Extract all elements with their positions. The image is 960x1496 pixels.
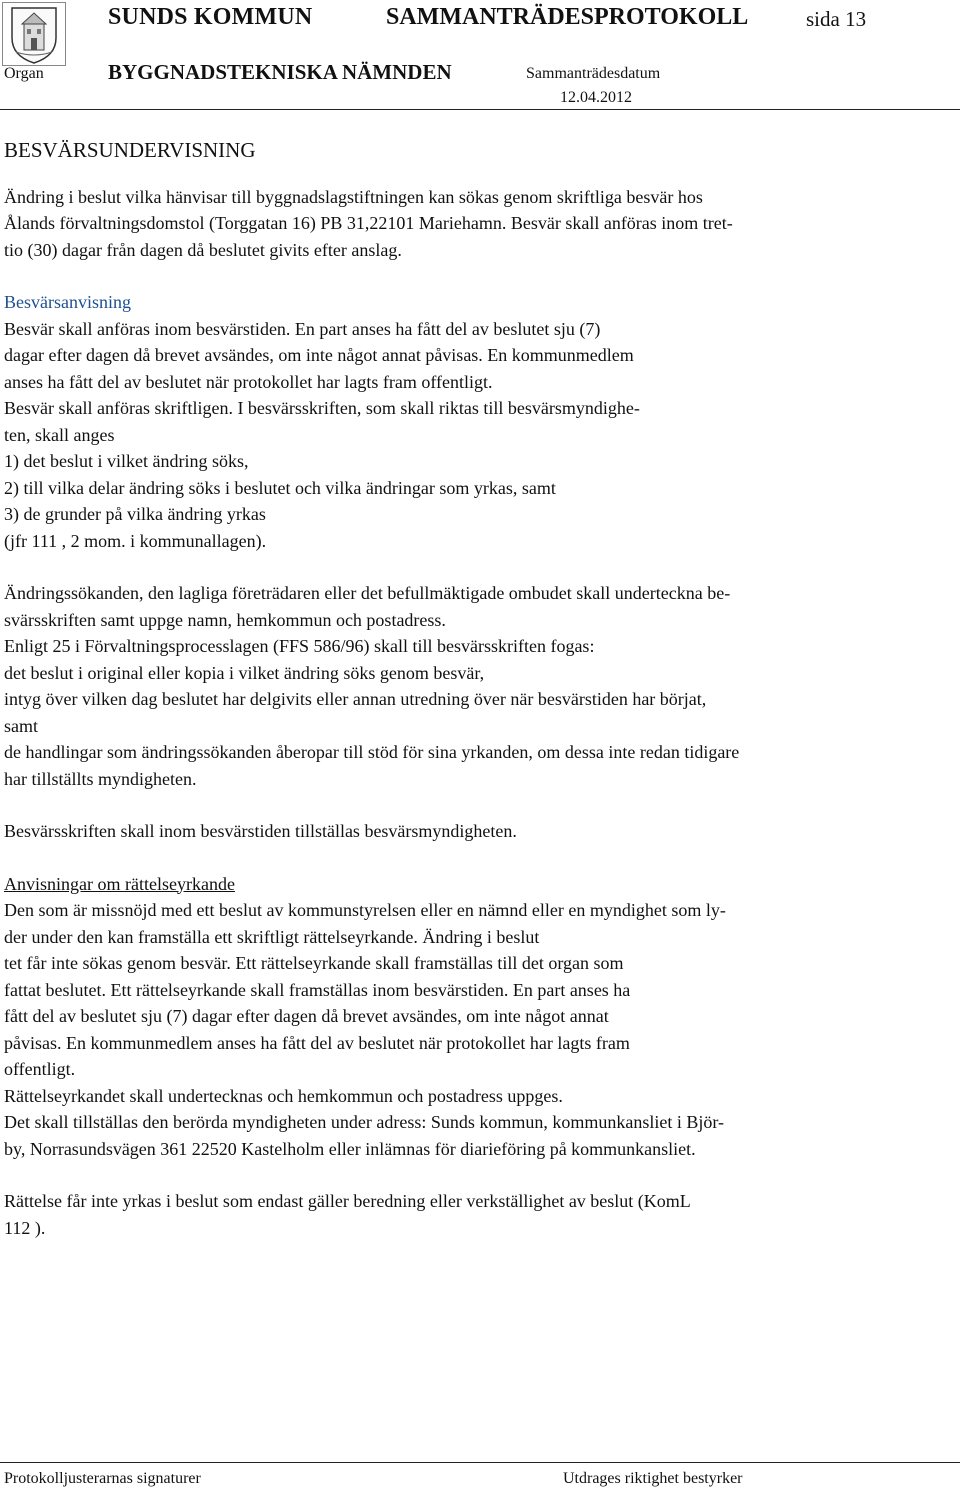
- list-item: 1) det beslut i vilket ändring söks,: [4, 451, 249, 471]
- text-line: Rättelse får inte yrkas i beslut som endast gäller beredning eller verkställighet av beslut (KomL: [4, 1191, 691, 1211]
- text-line: har tillställts myndigheten.: [4, 768, 197, 789]
- text-line: der under den kan framställa ett skriftligt rättelseyrkande. Ändring i beslut: [4, 926, 540, 947]
- text-line: samt: [4, 715, 38, 736]
- text-line: Besvär skall anföras skriftligen. I besvärsskriften, som skall riktas till besvärsmyndighe-: [4, 398, 640, 418]
- text-line: Det skall tillställas den berörda myndigheten under adress: Sunds kommun, kommunkansliet i Björ-: [4, 1112, 725, 1132]
- tillstallas-paragraph: Besvärsskriften skall inom besvärstiden tillställas besvärsmyndigheten.: [4, 821, 517, 841]
- text-line: det beslut i original eller kopia i vilket ändring söks genom besvär,: [4, 662, 485, 683]
- meeting-date-label: Sammanträdesdatum: [526, 65, 661, 82]
- page-number: sida 13: [806, 7, 867, 31]
- text-line: anses ha fått del av beslutet när protokollet har lagts fram offentligt.: [4, 371, 493, 392]
- document-body: [4, 137, 956, 1241]
- text-line: Enligt 25 i Förvaltningsprocesslagen (FFS 586/96) skall till besvärsskriften fogas:: [4, 636, 595, 656]
- final-paragraph: [4, 1188, 956, 1241]
- text-line: påvisas. En kommunmedlem anses ha fått del av beslutet när protokollet har lagts fram: [4, 1032, 630, 1053]
- text-line: Ålands förvaltningsdomstol (Torggatan 16) PB 31,22101 Mariehamn. Besvär skall anföras inom tret-: [4, 213, 733, 233]
- text-line: fått del av beslutet sju (7) dagar efter dagen då brevet avsändes, om inte något annat: [4, 1006, 609, 1026]
- rattelse-heading: Anvisningar om rättelseyrkande: [4, 873, 235, 894]
- text-line: Ändring i beslut vilka hänvisar till byggnadslagstiftningen kan sökas genom skriftliga besvär hos: [4, 186, 703, 207]
- text-line: Rättelseyrkandet skall undertecknas och hemkommun och postadress uppges.: [4, 1085, 563, 1106]
- text-line: 112 ).: [4, 1217, 46, 1238]
- text-line: (jfr 111 , 2 mom. i kommunallagen).: [4, 530, 267, 551]
- text-line: ten, skall anges: [4, 424, 115, 445]
- text-line: offentligt.: [4, 1059, 76, 1079]
- municipality-name: SUNDS KOMMUN: [108, 4, 313, 30]
- text-line: svärsskriften samt uppge namn, hemkommun och postadress.: [4, 609, 446, 630]
- municipal-crest-icon: [2, 2, 66, 66]
- list-item: 2) till vilka delar ändring söks i beslutet och vilka ändringar som yrkas, samt: [4, 477, 556, 498]
- signature-label-left: Protokolljusterarnas signaturer: [4, 1470, 201, 1487]
- signature-label-right: Utdrages riktighet bestyrker: [563, 1470, 743, 1487]
- document-footer: [0, 1452, 960, 1496]
- meeting-date-value: 12.04.2012: [560, 89, 632, 106]
- besvarsanvisning-heading: Besvärsanvisning: [4, 292, 131, 312]
- header-divider: [0, 109, 960, 110]
- text-line: Besvär skall anföras inom besvärstiden. En part anses ha fått del av beslutet sju (7): [4, 318, 601, 339]
- text-line: dagar efter dagen då brevet avsändes, om inte något annat påvisas. En kommunmedlem: [4, 345, 634, 365]
- text-line: fattat beslutet. Ett rättelseyrkande skall framställas inom besvärstiden. En part anses ha: [4, 979, 631, 1000]
- text-line: de handlingar som ändringssökanden åberopar till stöd för sina yrkanden, om dessa inte redan tidigare: [4, 742, 740, 762]
- section-title: BESVÄRSUNDERVISNING: [4, 138, 256, 162]
- rattelse-paragraph: [4, 897, 956, 1162]
- text-line: intyg över vilken dag beslutet har delgivits eller annan utredning över när besvärstiden har börjat,: [4, 689, 707, 709]
- document-header: [0, 0, 960, 112]
- organ-label: Organ: [4, 65, 44, 82]
- list-item: 3) de grunder på vilka ändring yrkas: [4, 504, 266, 524]
- document-type: SAMMANTRÄDESPROTOKOLL: [386, 4, 749, 30]
- sokande-paragraph: [4, 580, 956, 792]
- footer-divider: [0, 1462, 960, 1463]
- besvarsanvisning-paragraph: [4, 316, 956, 555]
- organ-name: BYGGNADSTEKNISKA NÄMNDEN: [108, 60, 452, 84]
- text-line: by, Norrasundsvägen 361 22520 Kastelholm eller inlämnas för diarieföring på kommunkansliet.: [4, 1138, 696, 1159]
- text-line: Den som är missnöjd med ett beslut av kommunstyrelsen eller en nämnd eller en myndighet som ly-: [4, 900, 726, 920]
- intro-paragraph: [4, 184, 956, 264]
- text-line: Ändringssökanden, den lagliga företrädaren eller det befullmäktigade ombudet skall underteckna be-: [4, 583, 731, 603]
- text-line: tio (30) dagar från dagen då beslutet givits efter anslag.: [4, 239, 402, 260]
- text-line: tet får inte sökas genom besvär. Ett rättelseyrkande skall framställas till det organ som: [4, 953, 624, 973]
